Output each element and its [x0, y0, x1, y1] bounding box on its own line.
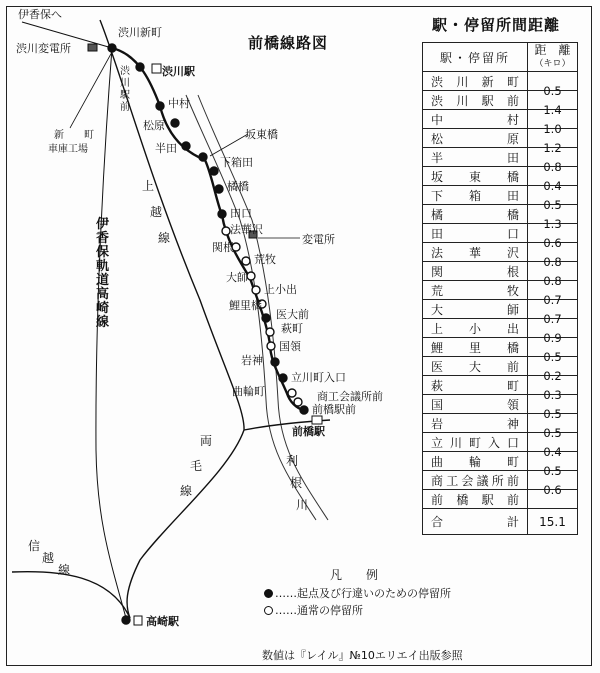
- legend-stop-text: ……起点及び行違いのための停留所: [275, 587, 451, 600]
- distance-value: 0.5: [543, 407, 562, 421]
- station-dot-idaimae: [262, 314, 270, 322]
- station-name: 関 根: [431, 264, 519, 279]
- label-tachikawacho: 立川町入口: [291, 371, 346, 384]
- label-shokokaigisho: 商工会議所前: [317, 390, 383, 403]
- table-header-distance: [528, 43, 578, 72]
- station-name-cell: [423, 281, 528, 300]
- distance-value: 0.2: [543, 369, 562, 383]
- distance-value: 0.6: [543, 483, 562, 497]
- station-dot-iwagami: [271, 358, 279, 366]
- station-name: 中 村: [431, 112, 519, 127]
- station-dot-matsubara: [171, 119, 179, 127]
- station-dot-shimohakoda: [210, 167, 218, 175]
- station-name-cell: [423, 224, 528, 243]
- station-name: 法 華 沢: [431, 245, 519, 260]
- station-name: 下 箱 田: [431, 188, 519, 203]
- station-dot-takasaki: [122, 616, 130, 624]
- station-name: 田 口: [431, 226, 519, 241]
- station-name-cell: [423, 205, 528, 224]
- distance-value: 0.5: [543, 84, 562, 98]
- total-label: 合 計: [431, 515, 519, 529]
- station-name-cell: [423, 262, 528, 281]
- label-aramaki: 荒牧: [254, 253, 276, 266]
- distance-value: 1.2: [543, 141, 562, 155]
- station-name: 曲 輪 町: [431, 454, 519, 469]
- shibukawa-substation-icon: [88, 44, 97, 51]
- label-henden: 変電所: [302, 233, 335, 246]
- station-dot-handa: [182, 142, 190, 150]
- label-ryomo-line: 両毛線: [180, 434, 213, 498]
- station-name-cell: [423, 167, 528, 186]
- station-name: 大 師: [431, 302, 519, 317]
- station-name: 松 原: [431, 131, 519, 146]
- station-dot-maebashi-ekimae: [300, 406, 308, 414]
- station-name-cell: [423, 471, 528, 490]
- station-name-cell: [423, 433, 528, 452]
- label-nakamura: 中村: [168, 97, 190, 110]
- station-name-cell: [423, 395, 528, 414]
- label-shinmachi-depot: 新 町車庫工場: [48, 130, 94, 155]
- station-dot-bandobashi: [199, 153, 207, 161]
- station-name: 岩 神: [431, 416, 519, 431]
- label-maebashi-station: 前橋駅: [292, 425, 325, 438]
- label-daishi: 大師: [226, 271, 248, 284]
- total-value: 15.1: [539, 514, 566, 529]
- station-name-cell: [423, 91, 528, 110]
- station-name: 国 領: [431, 397, 519, 412]
- station-dot-shokokaigisho: [294, 398, 302, 406]
- station-dot-hagimachi: [266, 328, 274, 336]
- label-rirabashi: 鯉里橋: [229, 299, 262, 312]
- distance-value: 1.0: [543, 122, 562, 136]
- station-name-cell: [423, 338, 528, 357]
- label-joetsu-line: 上越線: [142, 179, 171, 245]
- distance-value: 0.4: [543, 445, 562, 459]
- label-hagimachi: 萩町: [281, 322, 303, 335]
- station-name-cell: [423, 357, 528, 376]
- station-name: 立 川 町 入 口: [431, 435, 519, 450]
- station-name: 橘 橋: [431, 207, 519, 222]
- distance-value: 1.3: [543, 217, 562, 231]
- legend-regular-text: ……通常の停留所: [275, 604, 363, 617]
- distance-value: 0.8: [543, 160, 562, 174]
- station-dot-tachikawacho: [279, 374, 287, 382]
- total-row: [423, 509, 578, 535]
- distance-value: 0.6: [543, 236, 562, 250]
- legend-open-dot-icon: [264, 606, 273, 615]
- station-dot-shibukawa-shinmachi: [108, 44, 116, 52]
- station-name: 上 小 出: [431, 321, 519, 336]
- legend-filled-dot-icon: [264, 589, 273, 598]
- leader-depot: [70, 52, 112, 128]
- distance-value: 0.5: [543, 198, 562, 212]
- distance-value: 0.5: [543, 426, 562, 440]
- station-name: 萩 町: [431, 378, 519, 393]
- station-dot-taguchi: [218, 210, 226, 218]
- distance-table-body: [423, 72, 578, 509]
- label-ikaho: 伊香保へ: [18, 8, 62, 21]
- label-shinetsu-line: 信越線: [28, 539, 71, 577]
- header-km-label: 距 離: [534, 43, 571, 57]
- label-shibukawa-station: 渋川駅: [162, 65, 195, 78]
- label-iwagami: 岩神: [241, 354, 263, 367]
- distance-value: 0.5: [543, 464, 562, 478]
- station-name: 坂 東 橋: [431, 169, 519, 184]
- station-name: 荒 牧: [431, 283, 519, 298]
- station-dot-hokkezawa: [222, 227, 230, 235]
- station-name-cell: [423, 300, 528, 319]
- legend-title: 凡 例: [330, 568, 385, 582]
- station-dot-kamikoide: [252, 286, 260, 294]
- station-dot-shibukawa-ekimae: [136, 63, 144, 71]
- label-idaimae: 医大前: [276, 308, 309, 321]
- label-sekine: 関根: [212, 241, 234, 254]
- distance-table-title: 駅・停留所間距離: [432, 16, 561, 34]
- label-shimohakoda: 下箱田: [220, 156, 253, 169]
- source-note: 数値は『レイル』№10エリエイ出版参照: [262, 649, 463, 662]
- label-ikaho-line: 伊香保軌道高崎線: [96, 217, 110, 330]
- label-handa: 半田: [155, 142, 177, 155]
- label-shibukawa-ekimae: 渋川駅前: [120, 66, 130, 113]
- shibukawa-station-box: [152, 64, 161, 73]
- label-maebashi-ekimae: 前橋駅前: [312, 403, 356, 416]
- station-dot-aramaki: [242, 257, 250, 265]
- station-dot-daishi: [247, 272, 255, 280]
- table-row: [423, 72, 578, 91]
- station-name-cell: [423, 490, 528, 509]
- map-title: 前橋線路図: [248, 34, 329, 52]
- label-takasaki-station: 高崎駅: [146, 615, 179, 628]
- station-name-cell: [423, 376, 528, 395]
- station-dot-nakamura: [156, 102, 164, 110]
- station-name: 渋 川 駅 前: [431, 93, 519, 108]
- header-km-unit: （キロ）: [534, 59, 571, 69]
- label-kokuryo: 国領: [279, 340, 301, 353]
- distance-table: [422, 42, 578, 535]
- station-name: 半 田: [431, 150, 519, 165]
- legend-row-regular: [264, 602, 363, 618]
- station-name-cell: [423, 319, 528, 338]
- station-name: 前 橋 駅 前: [431, 492, 519, 507]
- total-label-cell: [423, 509, 528, 535]
- station-name-cell: [423, 243, 528, 262]
- station-name-cell: [423, 148, 528, 167]
- label-tachibanabashi: 橘橋: [227, 180, 249, 193]
- label-hokkezawa: 法華沢: [230, 223, 263, 236]
- distance-value: 0.7: [543, 312, 562, 326]
- total-value-cell: [528, 509, 578, 535]
- station-name-cell: [423, 110, 528, 129]
- takasaki-station-box: [134, 616, 142, 625]
- label-taguchi: 田口: [230, 207, 252, 220]
- shinetsu-line: [12, 572, 130, 618]
- station-dot-kokuryo: [267, 342, 275, 350]
- label-shibukawa-shinmachi: 渋川新町: [118, 26, 162, 39]
- label-tone-river: 利根川: [286, 454, 309, 512]
- label-kuruwacho: 曲輪町: [232, 385, 265, 398]
- station-name-cell: [423, 72, 528, 91]
- distance-value: 0.5: [543, 350, 562, 364]
- label-bandobashi: 坂東橋: [245, 128, 278, 141]
- distance-value: 0.7: [543, 293, 562, 307]
- station-name-cell: [423, 452, 528, 471]
- station-name: 医 大 前: [431, 359, 519, 374]
- station-name-cell: [423, 186, 528, 205]
- distance-value: 0.4: [543, 179, 562, 193]
- distance-value: 0.9: [543, 331, 562, 345]
- station-name: 鯉 里 橋: [431, 340, 519, 355]
- maebashi-station-box: [312, 416, 322, 424]
- label-kamikoide: 上小出: [264, 283, 297, 296]
- station-dot-kuruwacho: [288, 389, 296, 397]
- maebashi-line: [112, 48, 305, 410]
- station-dot-tachibanabashi: [215, 185, 223, 193]
- distance-value: 0.8: [543, 255, 562, 269]
- distance-value: 0.8: [543, 274, 562, 288]
- station-name: 商 工 会 議 所 前: [431, 473, 519, 488]
- legend-row-stop: [264, 585, 451, 601]
- distance-value: 1.4: [543, 103, 562, 117]
- ikaho-takasaki-line: [96, 48, 126, 618]
- distance-cell: [528, 72, 578, 98]
- station-name-cell: [423, 414, 528, 433]
- label-shibukawa-substation: 渋川変電所: [16, 42, 71, 55]
- distance-value: 0.3: [543, 388, 562, 402]
- station-name-cell: [423, 129, 528, 148]
- table-header-station: 駅・停留所: [423, 43, 528, 72]
- label-matsubara: 松原: [143, 119, 165, 132]
- station-name: 渋 川 新 町: [431, 74, 519, 89]
